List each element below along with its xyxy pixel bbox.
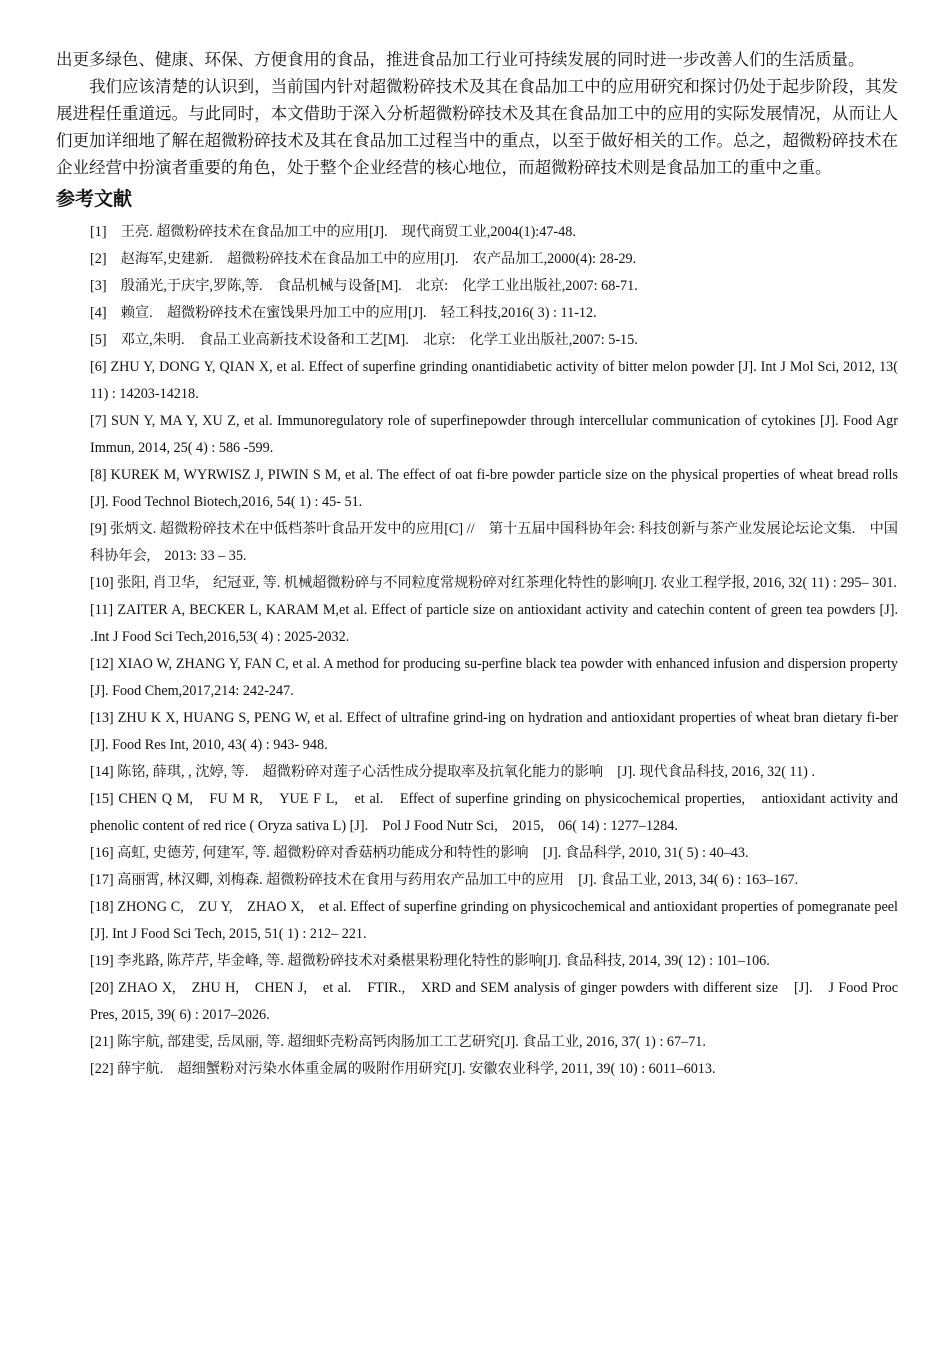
reference-item: [22] 薛宇航. 超细蟹粉对污染水体重金属的吸附作用研究[J]. 安徽农业科学, 2011, 39( 10) : 6011–6013.	[90, 1061, 716, 1077]
reference-item: [3] 殷涌光,于庆宇,罗陈,等. 食品机械与设备[M]. 北京: 化学工业出版社,2007: 68-71.	[90, 278, 638, 294]
reference-item: [17] 高丽霄, 林汉卿, 刘梅森. 超微粉碎技术在食用与药用农产品加工中的应用 [J]. 食品工业, 2013, 34( 6) : 163–167.	[90, 872, 799, 888]
body-paragraph-2: 我们应该清楚的认识到，当前国内针对超微粉碎技术及其在食品加工中的应用研究和探讨仍处于起步阶段，其发展进程任重道远。与此同时，本文借助于深入分析超微粉碎技术及其在食品加工中的应用的实际发展情况，从而让人们更加详细地了解在超微粉碎技术及其在食品加工过程当中的重点，以至于做好相关的工作。总之，超微粉碎技术在企业经营中扮演者重要的角色，处于整个企业经营的核心地位，而超微粉碎技术则是食品加工的重中之重。	[56, 77, 898, 177]
reference-item: [2] 赵海军,史建新. 超微粉碎技术在食品加工中的应用[J]. 农产品加工,2000(4): 28-29.	[90, 251, 637, 267]
reference-item: [9] 张炳文. 超微粉碎技术在中低档茶叶食品开发中的应用[C] // 第十五届中国科协年会: 科技创新与茶产业发展论坛论文集. 中国科协年会, 2013: 33 – 35.	[90, 521, 898, 564]
reference-item: [20] ZHAO X, ZHU H, CHEN J, et al. FTIR., XRD and SEM analysis of ginger powders with different size [J]. J Food Proc Pres, 2015, 39( 6) : 2017–2026.	[90, 980, 898, 1023]
reference-item: [21] 陈宇航, 部建雯, 岳凤丽, 等. 超细虾壳粉高钙肉肠加工工艺研究[J]. 食品工业, 2016, 37( 1) : 67–71.	[90, 1034, 706, 1050]
reference-item: [11] ZAITER A, BECKER L, KARAM M,et al. Effect of particle size on antioxidant activity and catechin content of green tea powders [J]. .Int J Food Sci Tech,2016,53( 4) : 2025-2032.	[90, 602, 898, 645]
reference-item: [10] 张阳, 肖卫华, 纪冠亚, 等. 机械超微粉碎与不同粒度常规粉碎对红茶理化特性的影响[J]. 农业工程学报, 2016, 32( 11) : 295– 301.	[90, 575, 897, 591]
document-page	[56, 46, 913, 1083]
reference-list	[56, 219, 913, 1083]
reference-item: [4] 赖宣. 超微粉碎技术在蜜饯果丹加工中的应用[J]. 轻工科技,2016( 3) : 11-12.	[90, 305, 597, 321]
reference-item: [8] KUREK M, WYRWISZ J, PIWIN S M, et al. The effect of oat fi-bre powder particle size on the physical properties of wheat bread rolls [J]. Food Technol Biotech,2016, 54( 1) : 45- 51.	[90, 467, 898, 510]
reference-item: [6] ZHU Y, DONG Y, QIAN X, et al. Effect of superfine grinding onantidiabetic activity of bitter melon powder [J]. Int J Mol Sci, 2012, 13( 11) : 14203-14218.	[90, 359, 898, 402]
reference-item: [16] 高虹, 史德芳, 何建军, 等. 超微粉碎对香菇柄功能成分和特性的影响 [J]. 食品科学, 2010, 31( 5) : 40–43.	[90, 845, 749, 861]
reference-item: [5] 邓立,朱明. 食品工业高新技术设备和工艺[M]. 北京: 化学工业出版社,2007: 5-15.	[90, 332, 638, 348]
reference-item: [18] ZHONG C, ZU Y, ZHAO X, et al. Effect of superfine grinding on physicochemical and antioxidant properties of pomegranate peel [J]. Int J Food Sci Tech, 2015, 51( 1) : 212– 221.	[90, 899, 913, 942]
reference-item: [7] SUN Y, MA Y, XU Z, et al. Immunoregulatory role of superfinepowder through intercellular communication of cytokines [J]. Food Agr Immun, 2014, 25( 4) : 586 -599.	[90, 413, 898, 456]
references-heading: 参考文献	[56, 188, 133, 210]
reference-item: [12] XIAO W, ZHANG Y, FAN C, et al. A method for producing su-perfine black tea powder with enhanced infusion and dispersion property [J]. Food Chem,2017,214: 242-247.	[90, 656, 898, 699]
reference-item: [1] 王亮. 超微粉碎技术在食品加工中的应用[J]. 现代商贸工业,2004(1):47-48.	[90, 224, 576, 240]
body-paragraph-1: 出更多绿色、健康、环保、方便食用的食品，推进食品加工行业可持续发展的同时进一步改善人们的生活质量。	[56, 50, 865, 69]
reference-item: [14] 陈铭, 薛琪, , 沈婷, 等. 超微粉碎对莲子心活性成分提取率及抗氧化能力的影响 [J]. 现代食品科技, 2016, 32( 11) .	[90, 764, 815, 780]
reference-item: [15] CHEN Q M, FU M R, YUE F L, et al. Effect of superfine grinding on physicochemical properties, antioxidant activity and phenolic content of red rice ( Oryza sativa L) [J]. Pol J Food Nutr Sci, 2015, 06( 14) : 1277–1284.	[90, 791, 898, 834]
reference-item: [13] ZHU K X, HUANG S, PENG W, et al. Effect of ultrafine grind-ing on hydration and antioxidant properties of wheat bran dietary fi-ber [J]. Food Res Int, 2010, 43( 4) : 943- 948.	[90, 710, 898, 753]
reference-item: [19] 李兆路, 陈芹芹, 毕金峰, 等. 超微粉碎技术对桑椹果粉理化特性的影响[J]. 食品科技, 2014, 39( 12) : 101–106.	[90, 953, 770, 969]
